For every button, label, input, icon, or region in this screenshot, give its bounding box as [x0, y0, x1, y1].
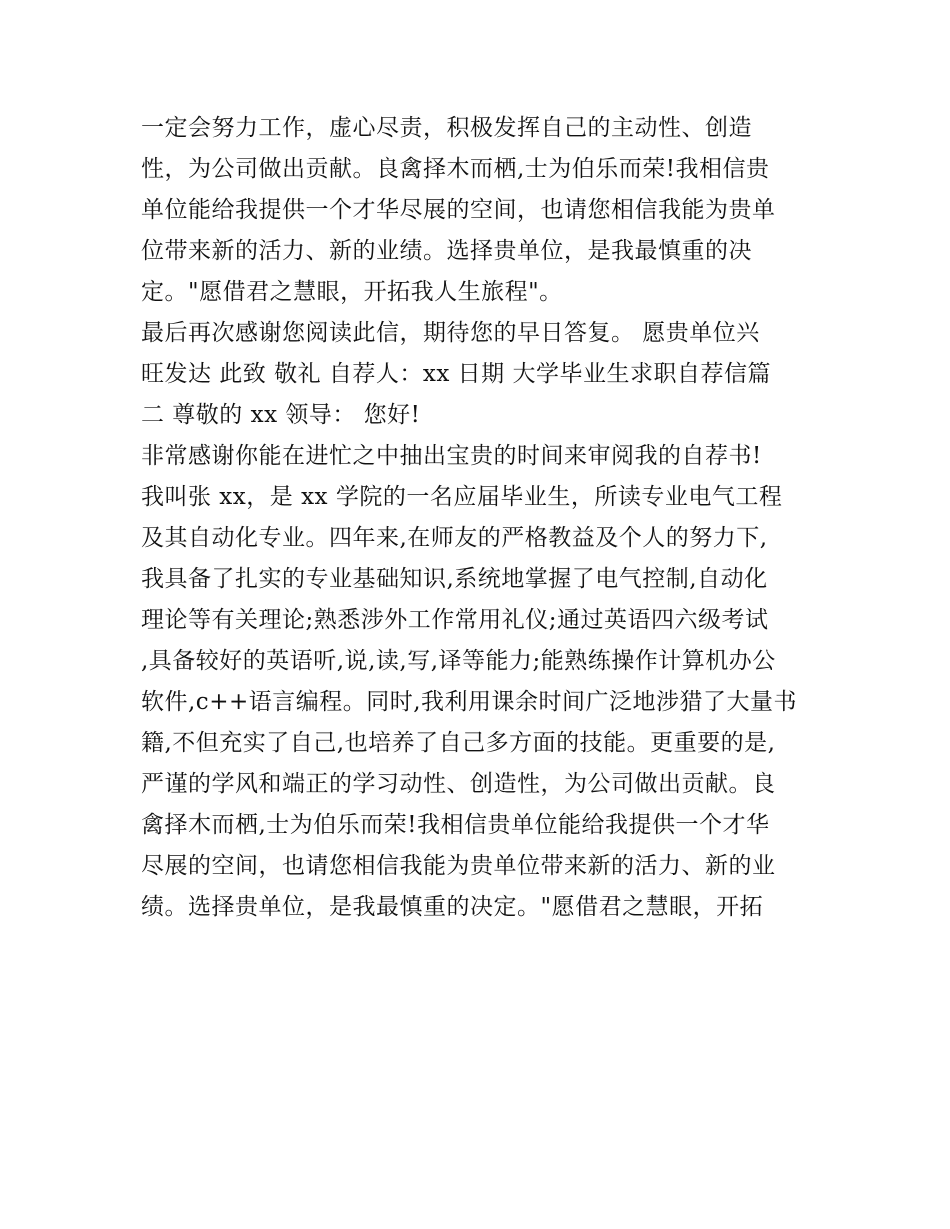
text-line: 及其自动化专业。四年来,在师友的严格教益及个人的努力下,: [141, 525, 768, 551]
text-line: 最后再次感谢您阅读此信，期待您的早日答复。 愿贵单位兴: [141, 320, 760, 346]
letter-body: [141, 108, 821, 928]
text-line: 我叫张 xx，是 xx 学院的一名应届毕业生，所读专业电气工程: [141, 484, 783, 510]
text-line: 单位能给我提供一个才华尽展的空间，也请您相信我能为贵单: [141, 197, 776, 223]
text-line: 非常感谢你能在进忙之中抽出宝贵的时间来审阅我的自荐书!: [141, 443, 762, 469]
text-line: ,具备较好的英语听,说,读,写,译等能力;能熟练操作计算机办公: [141, 648, 776, 674]
text-line: 一定会努力工作，虚心尽责，积极发挥自己的主动性、创造: [141, 115, 752, 141]
text-line: 绩。选择贵单位，是我最慎重的决定。"愿借君之慧眼，开拓: [141, 894, 764, 920]
text-line: 位带来新的活力、新的业绩。选择贵单位，是我最慎重的决: [141, 238, 752, 264]
text-line: 理论等有关理论;熟悉涉外工作常用礼仪;通过英语四六级考试: [141, 607, 769, 633]
text-line: 性，为公司做出贡献。良禽择木而栖,士为伯乐而荣!我相信贵: [141, 156, 770, 182]
text-line: 籍,不但充实了自己,也培养了自己多方面的技能。更重要的是,: [141, 730, 776, 756]
text-line: 二 尊敬的 xx 领导： 您好!: [141, 402, 421, 428]
text-line: 尽展的空间，也请您相信我能为贵单位带来新的活力、新的业: [141, 853, 776, 879]
text-line: 严谨的学风和端正的学习动性、创造性，为公司做出贡献。良: [141, 771, 776, 797]
text-line: 我具备了扎实的专业基础知识,系统地掌握了电气控制,自动化: [141, 566, 768, 592]
text-line: 旺发达 此致 敬礼 自荐人：xx 日期 大学毕业生求职自荐信篇: [141, 361, 771, 387]
text-line: 禽择木而栖,士为伯乐而荣!我相信贵单位能给我提供一个才华: [141, 812, 770, 838]
text-line: 定。"愿借君之慧眼，开拓我人生旅程"。: [141, 279, 563, 305]
text-line: 软件,c++语言编程。同时,我利用课余时间广泛地涉猎了大量书: [141, 689, 798, 715]
